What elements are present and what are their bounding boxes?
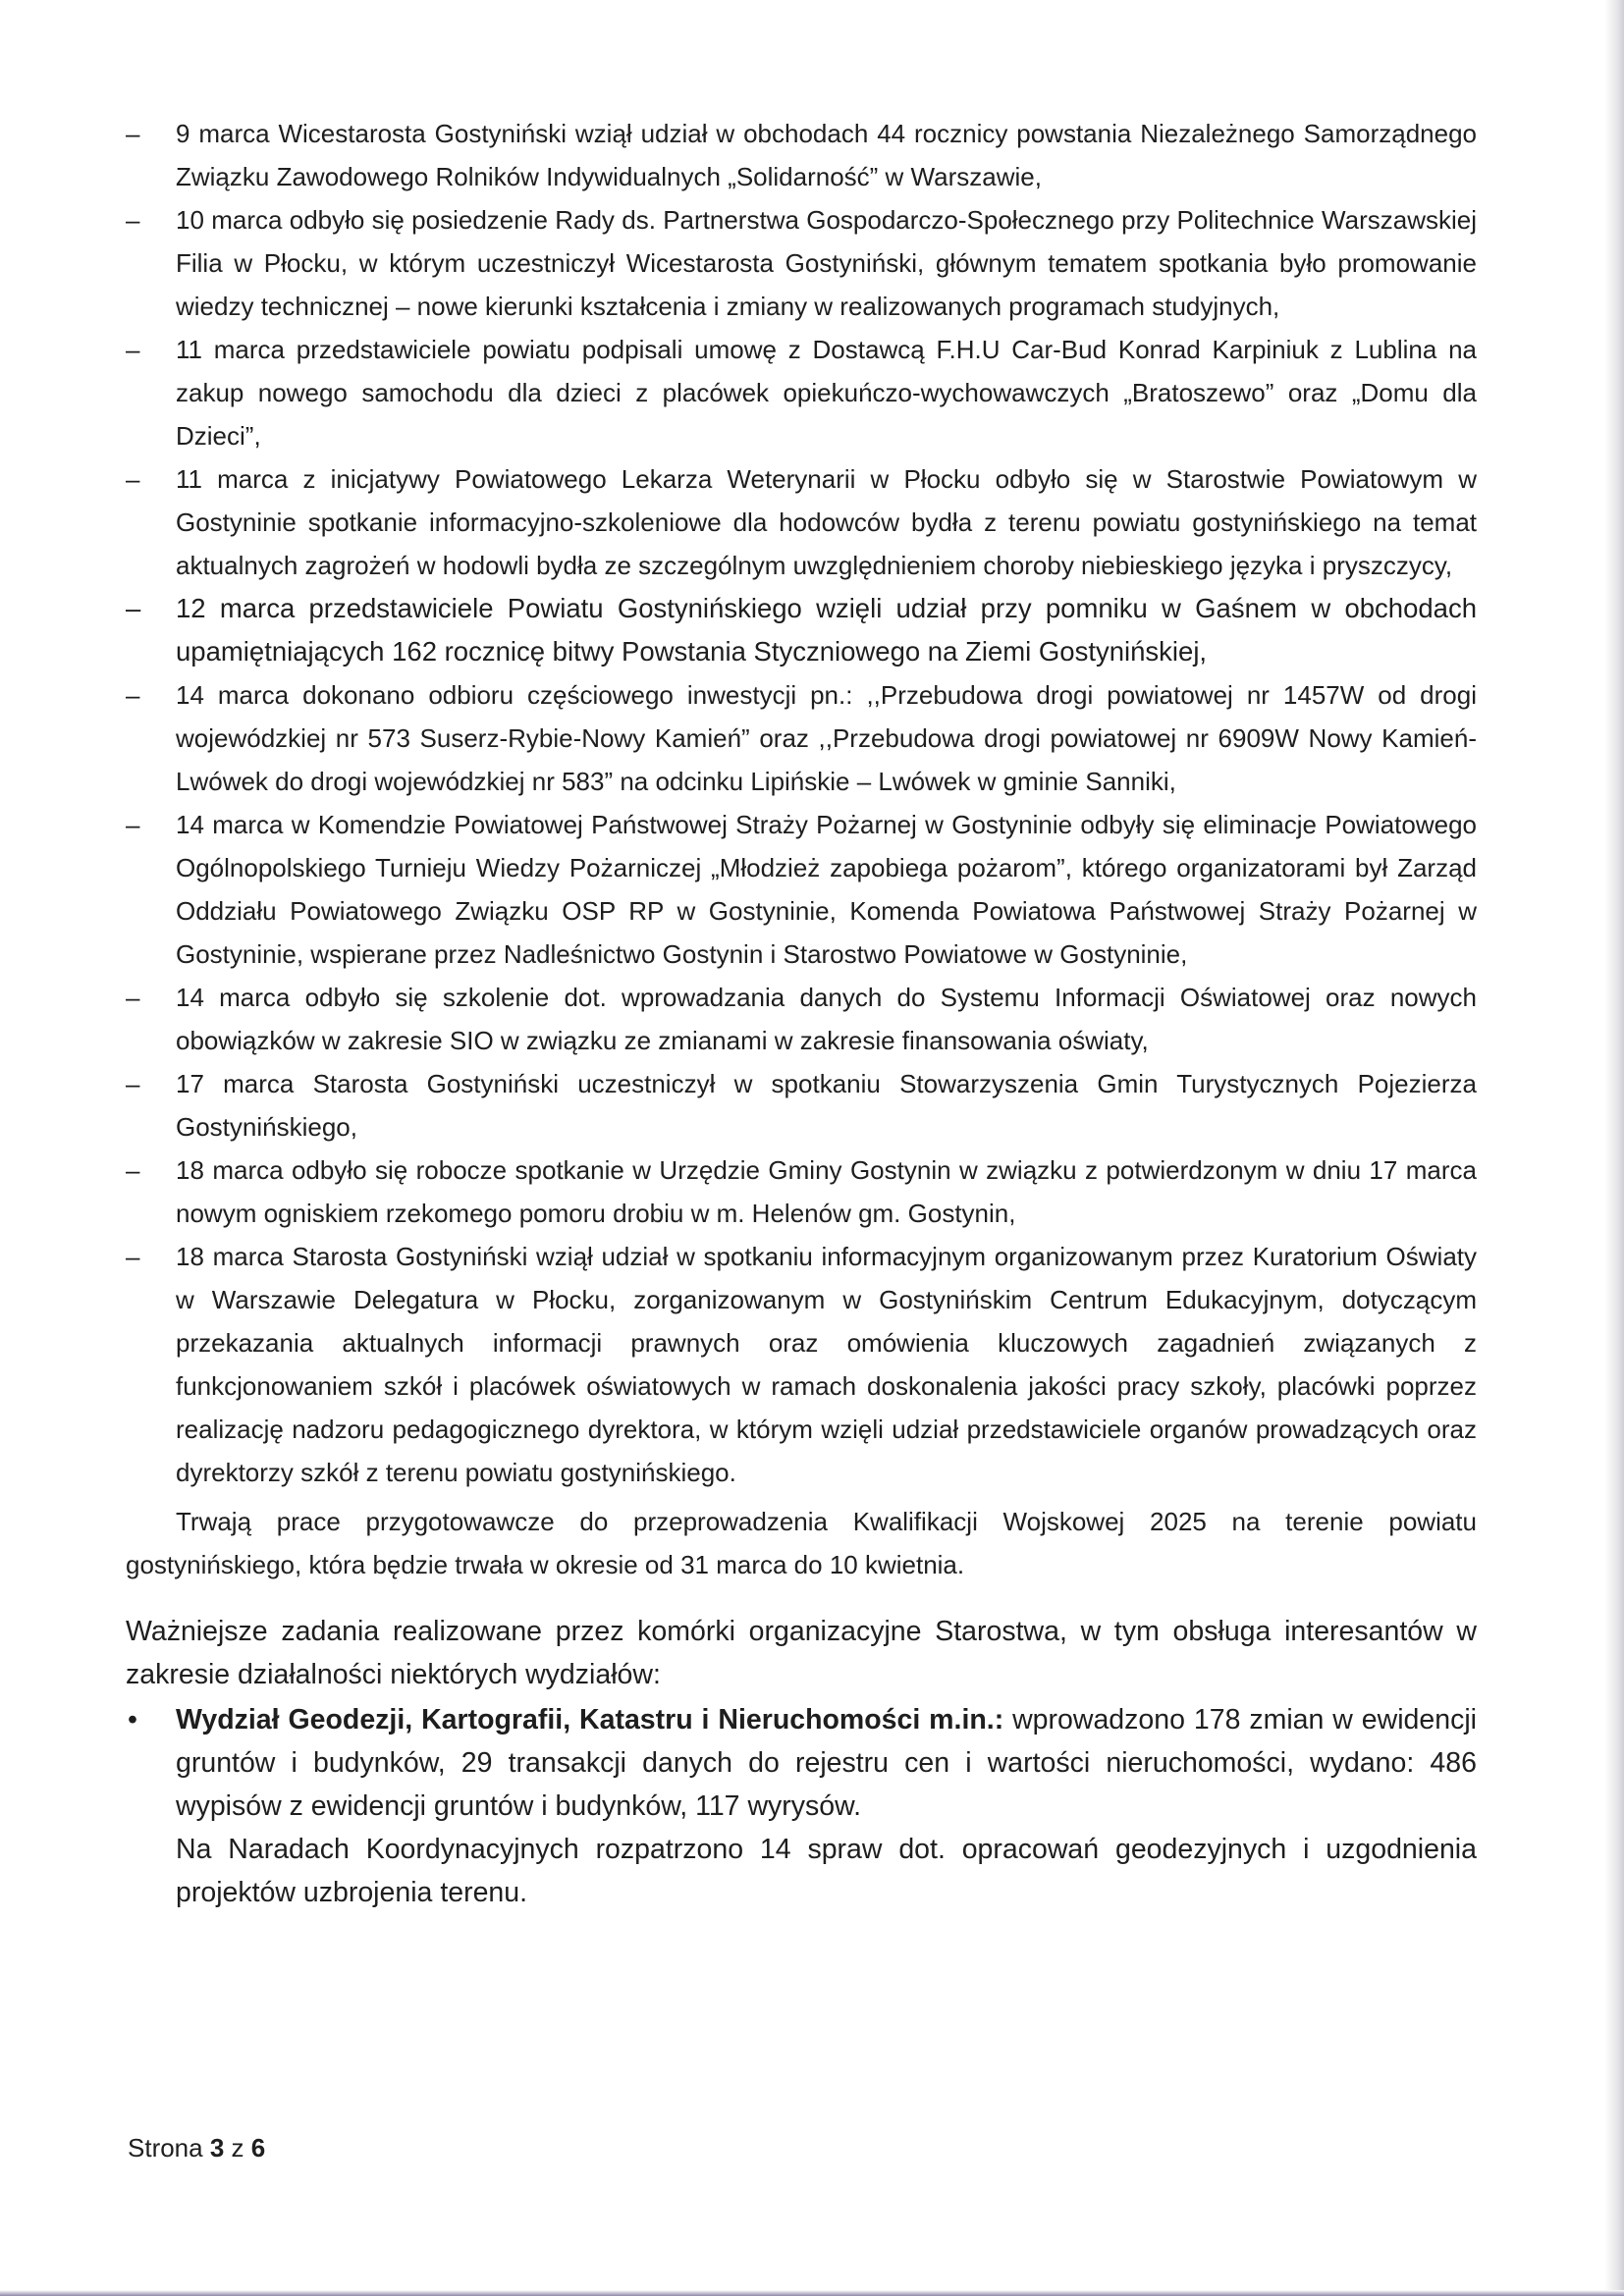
list-item-text: 12 marca przedstawiciele Powiatu Gostynińskiego wzięli udział przy pomniku w Gaśnem w obchodach upamiętniających 162 rocznicę bitwy Powstania Styczniowego na Ziemi Gostynińskiej, (176, 593, 1477, 667)
dash-marker: – (126, 119, 140, 148)
list-item (126, 1148, 1477, 1235)
page-content (126, 112, 1477, 1914)
list-item (126, 328, 1477, 457)
dash-marker: – (126, 1242, 140, 1271)
dash-marker: – (126, 1155, 140, 1185)
list-item-text: 11 marca z inicjatywy Powiatowego Lekarza Weterynarii w Płocku odbyło się w Starostwie Powiatowym w Gostyninie spotkanie informacyjno-szkoleniowe dla hodowców bydła z terenu powiatu gostynińskiego na temat aktualnych zagrożeń w hodowli bydła ze szczególnym uwzględnieniem choroby niebieskiego języka i pryszczycy, (176, 464, 1477, 580)
list-item (126, 976, 1477, 1062)
page-right-edge-shadow (1604, 0, 1624, 2296)
list-item (126, 198, 1477, 328)
list-item-text: 18 marca Starosta Gostyniński wziął udział w spotkaniu informacyjnym organizowanym przez Kuratorium Oświaty w Warszawie Delegatura w Płocku, zorganizowanym w Gostynińskim Centrum Edukacyjnym, dotyczącym przekazania aktualnych informacji prawnych oraz omówienia kluczowych zagadnień związanych z funkcjonowaniem szkół i placówek oświatowych w ramach doskonalenia jakości pracy szkoły, placówki poprzez realizację nadzoru pedagogicznego dyrektora, w którym wzięli udział przedstawiciele organów prowadzących oraz dyrektorzy szkół z terenu powiatu gostynińskiego. (176, 1242, 1477, 1487)
bullet-marker: • (128, 1704, 137, 1735)
military-qualification-paragraph: Trwają prace przygotowawcze do przeprowadzenia Kwalifikacji Wojskowej 2025 na terenie powiatu gostynińskiego, która będzie trwała w okresie od 31 marca do 10 kwietnia. (126, 1507, 1477, 1579)
footer-total-pages: 6 (250, 2133, 266, 2163)
dash-marker: – (126, 464, 140, 494)
list-item (126, 457, 1477, 587)
list-item (126, 673, 1477, 803)
list-item-text: 17 marca Starosta Gostyniński uczestniczył w spotkaniu Stowarzyszenia Gmin Turystycznych Pojezierza Gostynińskiego, (176, 1069, 1477, 1142)
list-item (126, 1235, 1477, 1494)
dash-marker: – (126, 205, 140, 235)
list-item-text: 9 marca Wicestarosta Gostyniński wziął udział w obchodach 44 rocznicy powstania Niezależnego Samorządnego Związku Zawodowego Rolników Indywidualnych „Solidarność” w Warszawie, (176, 119, 1477, 191)
list-item-text: 10 marca odbyło się posiedzenie Rady ds. Partnerstwa Gospodarczo-Społecznego przy Politechnice Warszawskiej Filia w Płocku, w którym uczestniczył Wicestarosta Gostyniński, głównym tematem spotkania było promowanie wiedzy technicznej – nowe kierunki kształcenia i zmiany w realizowanych programach studyjnych, (176, 205, 1477, 321)
list-item (126, 803, 1477, 976)
dash-marker: – (126, 335, 140, 364)
list-item (126, 112, 1477, 198)
dash-marker: – (126, 680, 140, 710)
footer-prefix: Strona (128, 2133, 210, 2163)
events-list (126, 112, 1477, 1494)
dash-marker: – (126, 593, 141, 623)
department-name: Wydział Geodezji, Kartografii, Katastru i Nieruchomości m.in.: (176, 1704, 1004, 1735)
section-intro: Ważniejsze zadania realizowane przez komórki organizacyjne Starostwa, w tym obsługa interesantów w zakresie działalności niektórych wydziałów: (126, 1616, 1477, 1690)
department-bullet (126, 1698, 1477, 1914)
list-item-text: 18 marca odbyło się robocze spotkanie w Urzędzie Gminy Gostynin w związku z potwierdzonym w dniu 17 marca nowym ogniskiem rzekomego pomoru drobiu w m. Helenów gm. Gostynin, (176, 1155, 1477, 1228)
dash-marker: – (126, 1069, 140, 1098)
department-summary: wprowadzono 178 zmian w ewidencji gruntów i budynków, 29 transakcji danych do rejestru cen i wartości nieruchomości, wydano: 486 wypisów z ewidencji gruntów i budynków, 117 wyrysów. (176, 1704, 1477, 1822)
page-footer (128, 2130, 265, 2165)
list-item-text: 14 marca w Komendzie Powiatowej Państwowej Straży Pożarnej w Gostyninie odbyły się eliminacje Powiatowego Ogólnopolskiego Turnieju Wiedzy Pożarniczej „Młodzież zapobiega pożarom”, którego organizatorami był Zarząd Oddziału Powiatowego Związku OSP RP w Gostyninie, Komenda Powiatowa Państwowej Straży Pożarnej w Gostyninie, wspierane przez Nadleśnictwo Gostynin i Starostwo Powiatowe w Gostyninie, (176, 810, 1477, 969)
footer-page-number: 3 (209, 2133, 225, 2163)
dash-marker: – (126, 810, 140, 839)
department-note: Na Naradach Koordynacyjnych rozpatrzono 14 spraw dot. opracowań geodezyjnych i uzgodnienia projektów uzbrojenia terenu. (176, 1834, 1477, 1908)
list-item (126, 587, 1477, 673)
list-item-text: 14 marca dokonano odbioru częściowego inwestycji pn.: ,,Przebudowa drogi powiatowej nr 1457W od drogi wojewódzkiej nr 573 Suserz-Rybie-Nowy Kamień” oraz ,,Przebudowa drogi powiatowej nr 6909W Nowy Kamień-Lwówek do drogi wojewódzkiej nr 583” na odcinku Lipińskie – Lwówek w gminie Sanniki, (176, 680, 1477, 796)
dash-marker: – (126, 983, 140, 1012)
footer-middle: z (224, 2133, 251, 2163)
list-item-text: 14 marca odbyło się szkolenie dot. wprowadzania danych do Systemu Informacji Oświatowej oraz nowych obowiązków w zakresie SIO w związku ze zmianami w zakresie finansowania oświaty, (176, 983, 1477, 1055)
list-item (126, 1062, 1477, 1148)
page-bottom-edge (0, 2290, 1624, 2296)
list-item-text: 11 marca przedstawiciele powiatu podpisali umowę z Dostawcą F.H.U Car-Bud Konrad Karpiniuk z Lublina na zakup nowego samochodu dla dzieci z placówek opiekuńczo-wychowawczych „Bratoszewo” oraz „Domu dla Dzieci”, (176, 335, 1477, 451)
